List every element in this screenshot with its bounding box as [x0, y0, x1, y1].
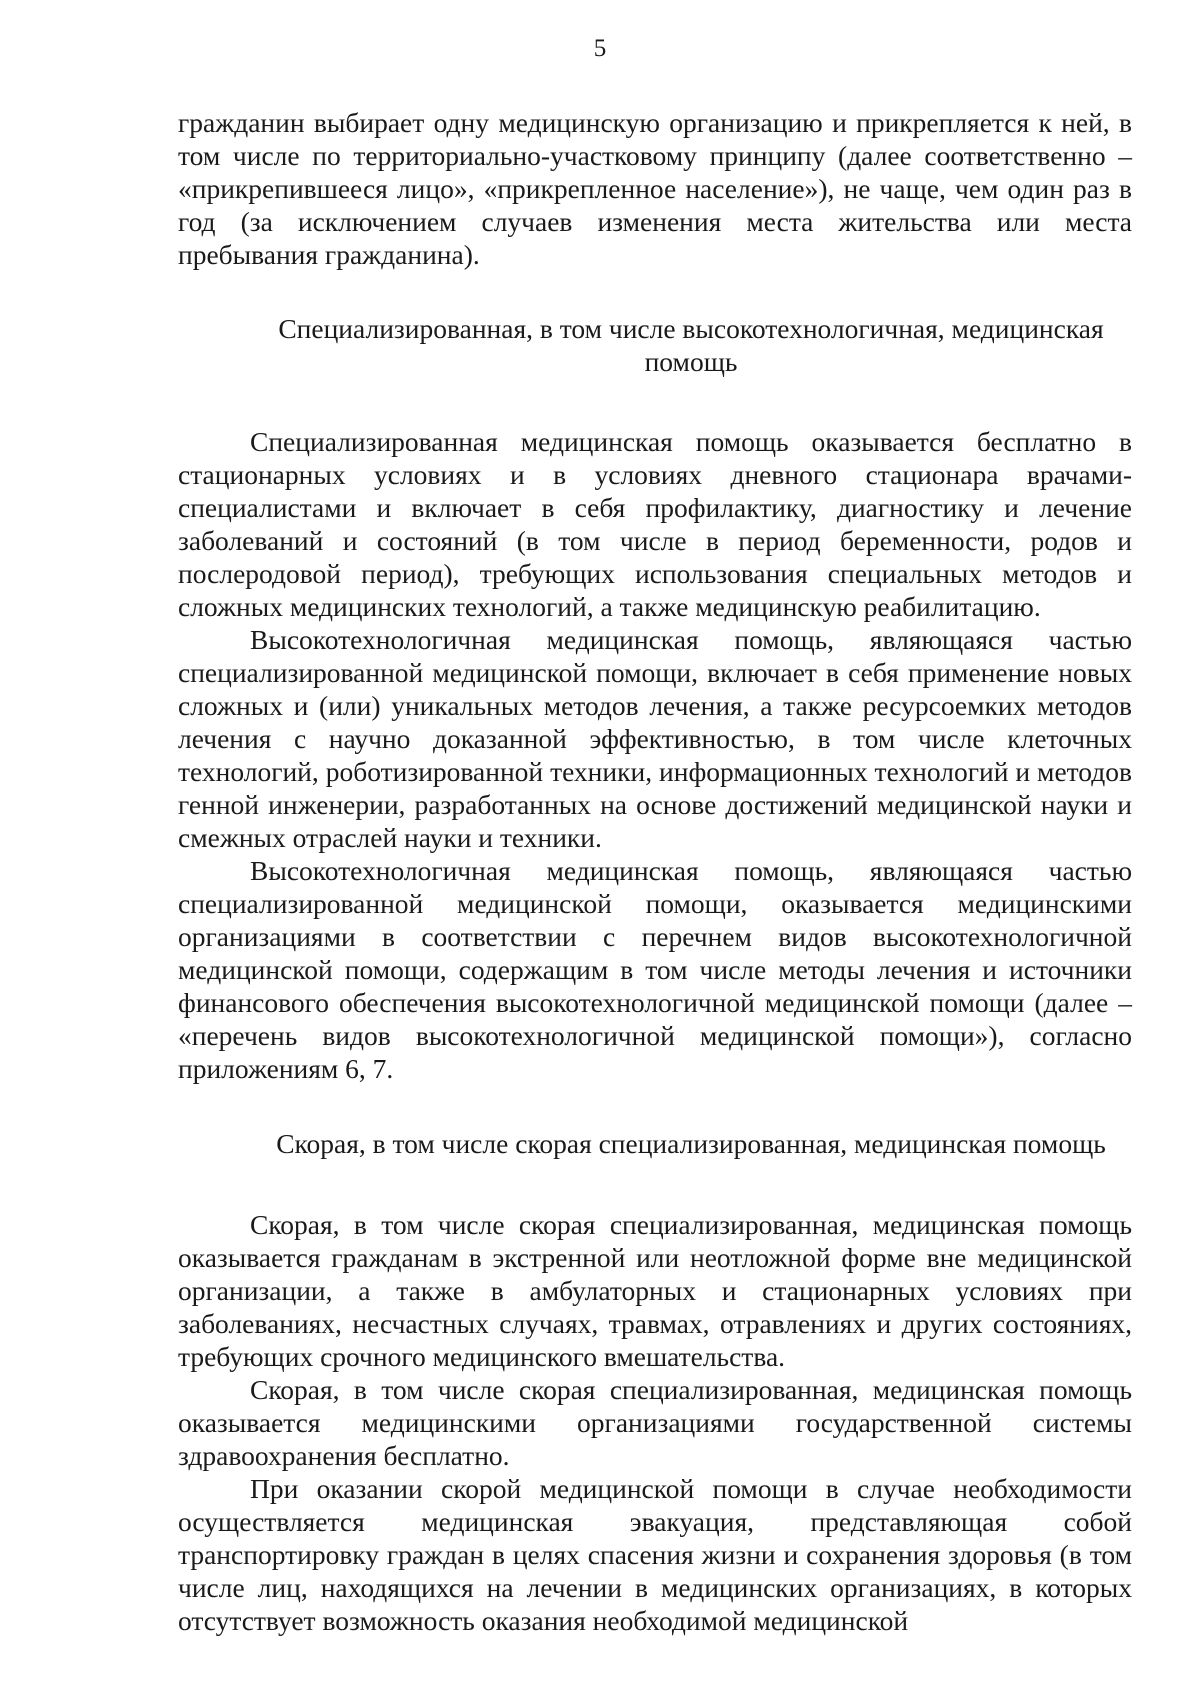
paragraph: Скорая, в том числе скорая специализированная, медицинская помощь оказывается гражданам в экстренной или неотложной форме вне медицинской организации, а также в амбулаторных и стационарных условиях при заболеваниях, несчастных случаях, травмах, отравлениях и других состояниях, требующих срочного медицинского вмешательства. [178, 1209, 1132, 1372]
paragraph: Специализированная медицинская помощь оказывается бесплатно в стационарных условиях и в условиях дневного стационара врачами-специалистами и включает в себя профилактику, диагностику и лечение заболеваний и состояний (в том числе в период беременности, родов и послеродовой период), требующих использования специальных методов и сложных медицинских технологий, а также медицинскую реабилитацию. [178, 426, 1132, 622]
page-number: 5 [593, 35, 607, 62]
paragraph: При оказании скорой медицинской помощи в случае необходимости осуществляется медицинская эвакуация, представляющая собой транспортировку граждан в целях спасения жизни и сохранения здоровья (в том числе лиц, находящихся на лечении в медицинских организациях, в которых отсутствует возможность оказания необходимой медицинской [178, 1473, 1132, 1636]
paragraph: Скорая, в том числе скорая специализированная, медицинская помощь оказывается медицинскими организациями государственной системы здравоохранения бесплатно. [178, 1374, 1132, 1471]
continuation-paragraph: гражданин выбирает одну медицинскую организацию и прикрепляется к ней, в том числе по территориально-участковому принципу (далее соответственно – «прикрепившееся лицо», «прикрепленное население»), не чаще, чем один раз в год (за исключением случаев изменения места жительства или места пребывания гражданина). [178, 107, 1132, 270]
section-heading-emergency-care: Скорая, в том числе скорая специализированная, медицинская помощь [276, 1128, 1106, 1159]
paragraph: Высокотехнологичная медицинская помощь, являющаяся частью специализированной медицинской помощи, оказывается медицинскими организациями в соответствии с перечнем видов высокотехнологичной медицинской помощи, содержащим в том числе методы лечения и источники финансового обеспечения высокотехнологичной медицинской помощи (далее – «перечень видов высокотехнологичной медицинской помощи»), согласно приложениям 6, 7. [178, 855, 1132, 1084]
document-body [178, 106, 1132, 1637]
paragraph: Высокотехнологичная медицинская помощь, являющаяся частью специализированной медицинской помощи, включает в себя применение новых сложных и (или) уникальных методов лечения, а также ресурсоемких методов лечения с научно доказанной эффективностью, в том числе клеточных технологий, роботизированной техники, информационных технологий и методов генной инженерии, разработанных на основе достижений медицинской науки и смежных отраслей науки и техники. [178, 624, 1132, 853]
section-heading-specialized-care: Специализированная, в том числе высокотехнологичная, медицинская помощь [278, 313, 1104, 377]
